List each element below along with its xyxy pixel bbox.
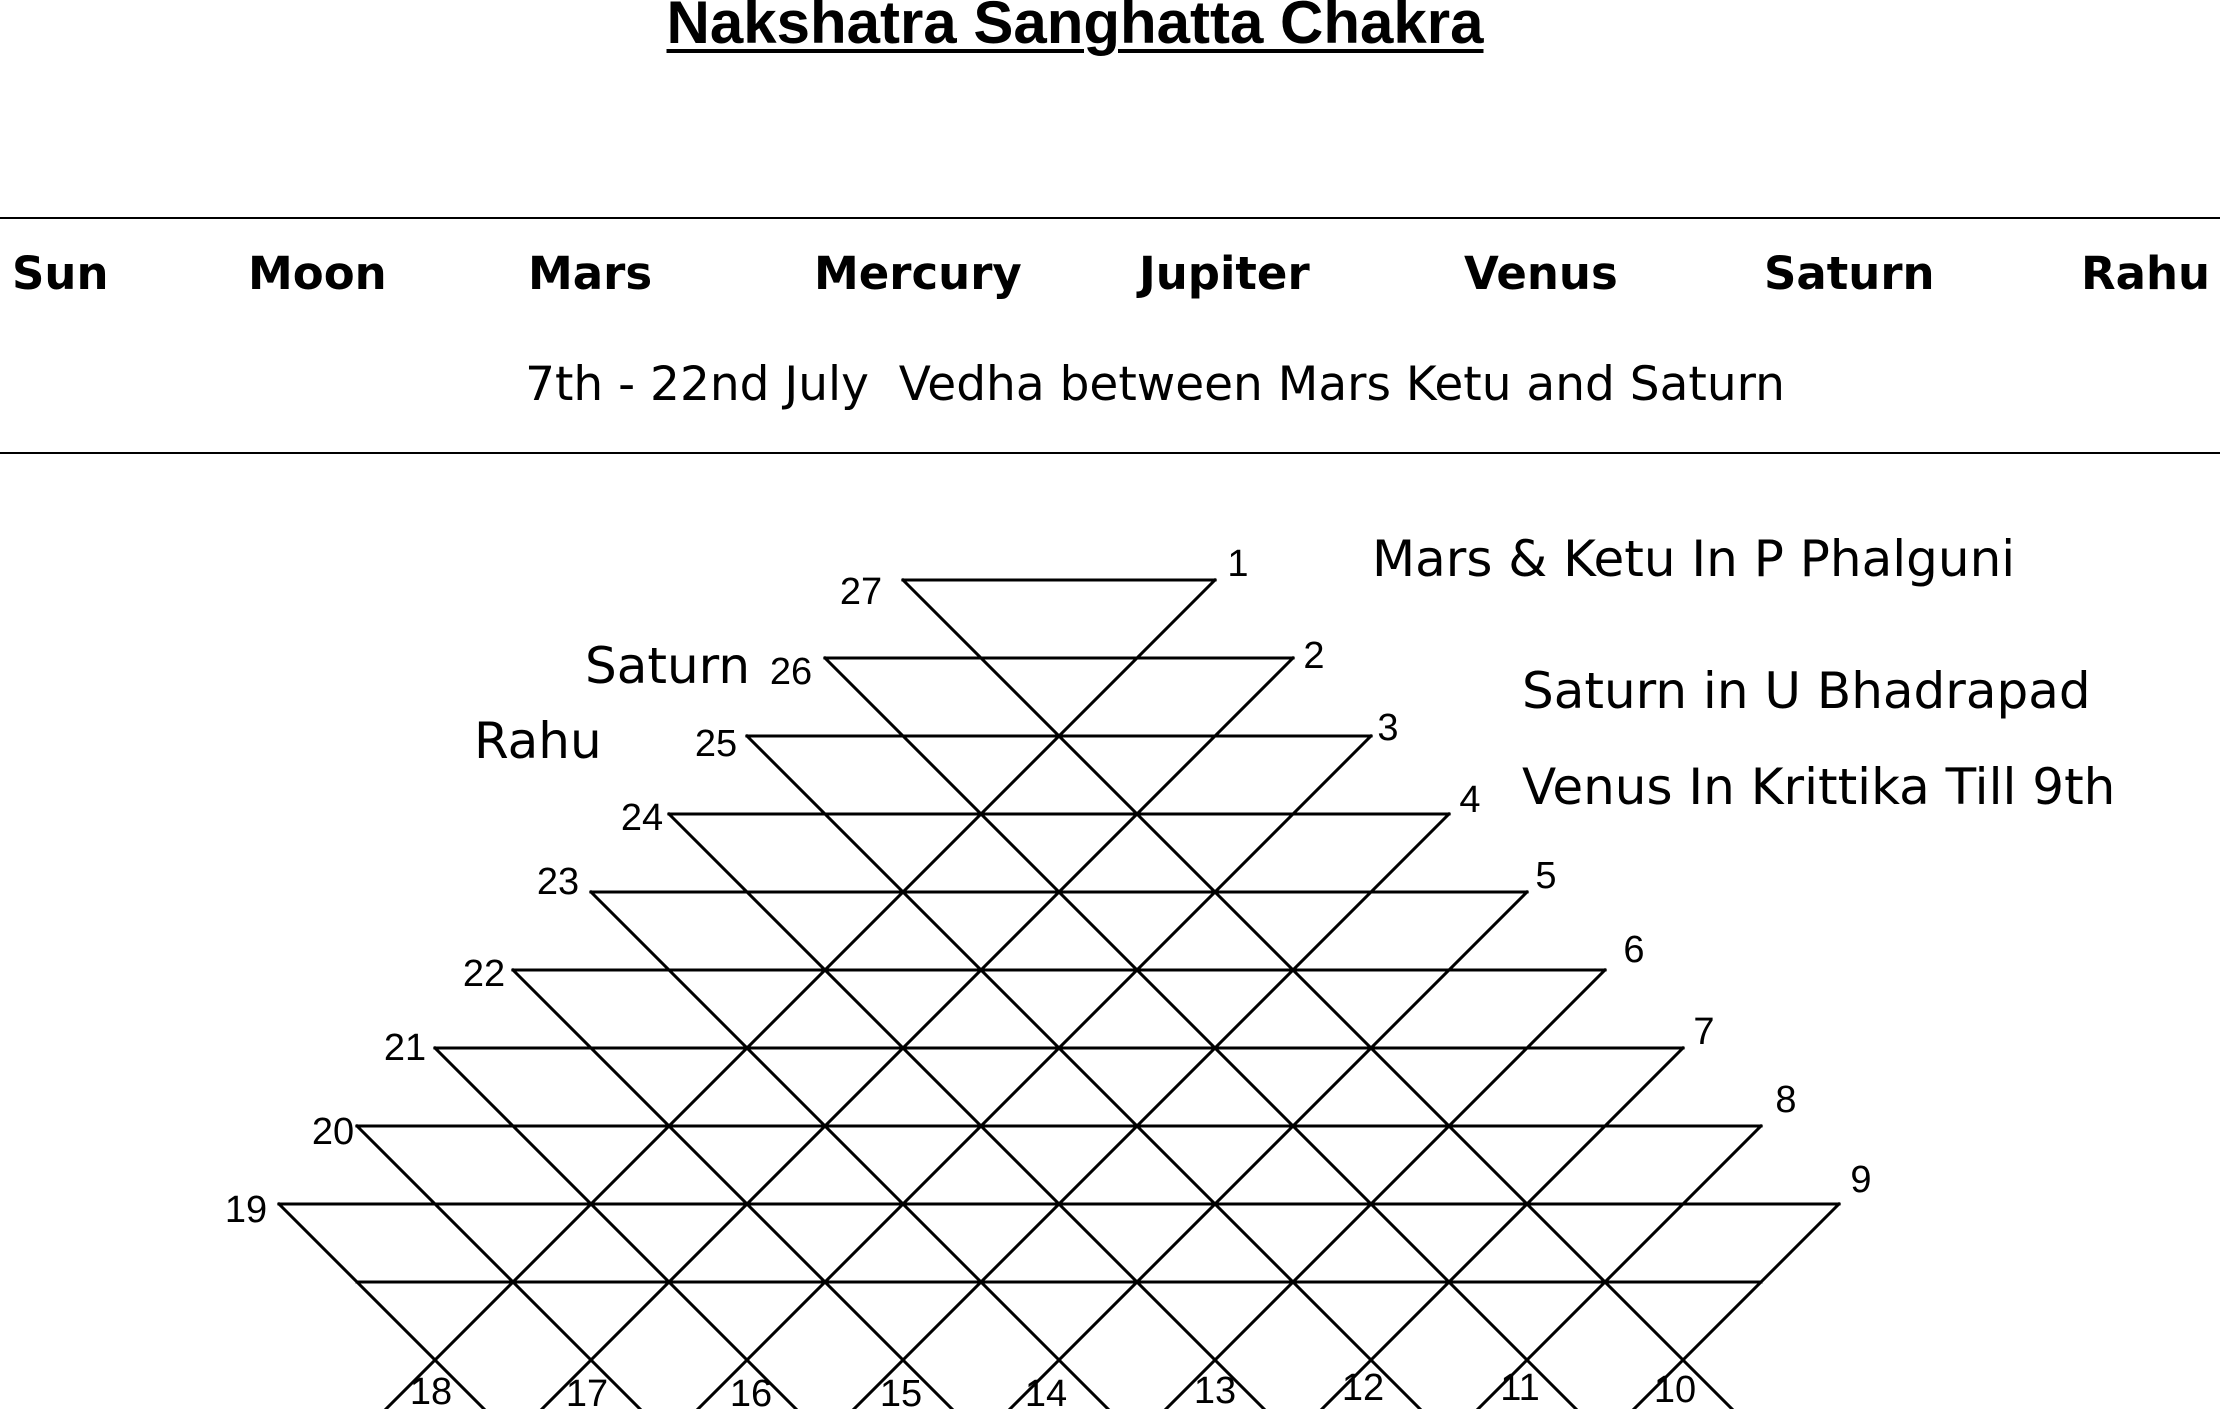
- nakshatra-number: 24: [620, 797, 664, 839]
- chakra-diagonal-line: [825, 658, 1605, 1409]
- planet-saturn: Saturn: [1764, 247, 1935, 300]
- note-saturn: Saturn in U Bhadrapad: [1522, 662, 2091, 720]
- nakshatra-number: 5: [1535, 855, 1557, 897]
- nakshatra-number: 22: [462, 953, 506, 995]
- chakra-diagonal-line: [825, 814, 1449, 1409]
- nakshatra-number: 20: [311, 1111, 355, 1153]
- nakshatra-number: 4: [1459, 779, 1481, 821]
- planet-rahu: Rahu: [2081, 247, 2211, 300]
- chakra-diagonal-line: [1605, 1204, 1839, 1409]
- planet-venus: Venus: [1464, 247, 1618, 300]
- label-rahu-left: Rahu: [474, 712, 602, 770]
- nakshatra-number: 1: [1227, 543, 1249, 585]
- note-mars-ketu: Mars & Ketu In P Phalguni: [1372, 530, 2016, 588]
- chakra-diagonal-line: [1293, 1048, 1683, 1409]
- chakra-diagonal-line: [435, 1048, 825, 1409]
- chakra-diagonal-line: [279, 1204, 513, 1409]
- nakshatra-number: 12: [1341, 1367, 1385, 1409]
- chakra-diagonal-line: [513, 658, 1293, 1409]
- chakra-diagonal-line: [513, 970, 981, 1409]
- planet-jupiter: Jupiter: [1139, 247, 1310, 300]
- planet-mercury: Mercury: [814, 247, 1022, 300]
- nakshatra-number: 21: [383, 1027, 427, 1069]
- vedha-subtitle: 7th - 22nd July Vedha between Mars Ketu and Saturn: [525, 357, 1785, 412]
- nakshatra-number: 6: [1623, 929, 1645, 971]
- nakshatra-number: 11: [1500, 1367, 1540, 1409]
- nakshatra-number: 14: [1024, 1373, 1068, 1409]
- nakshatra-number: 16: [729, 1373, 773, 1409]
- note-venus: Venus In Krittika Till 9th: [1522, 758, 2116, 816]
- nakshatra-number: 23: [536, 861, 580, 903]
- nakshatra-number: 10: [1653, 1369, 1697, 1409]
- chakra-diagonal-line: [357, 1126, 669, 1409]
- nakshatra-number: 13: [1193, 1370, 1237, 1409]
- nakshatra-number: 19: [224, 1189, 268, 1231]
- nakshatra-number: 18: [409, 1371, 453, 1409]
- planet-mars: Mars: [528, 247, 653, 300]
- nakshatra-number: 27: [839, 571, 883, 613]
- nakshatra-number: 7: [1693, 1011, 1715, 1053]
- nakshatra-number: 3: [1377, 707, 1399, 749]
- nakshatra-number: 17: [565, 1373, 609, 1409]
- label-saturn-left: Saturn: [585, 637, 751, 695]
- nakshatra-number: 26: [769, 651, 813, 693]
- nakshatra-number: 15: [879, 1373, 923, 1409]
- nakshatra-number: 2: [1303, 635, 1325, 677]
- nakshatra-number: 25: [694, 723, 738, 765]
- nakshatra-number: 8: [1775, 1079, 1797, 1121]
- chakra-diagonal-line: [1449, 1126, 1761, 1409]
- chakra-diagonal-line: [1137, 970, 1605, 1409]
- nakshatra-number: 9: [1850, 1159, 1872, 1201]
- planet-sun: Sun: [12, 247, 109, 300]
- chakra-diagonal-line: [669, 814, 1293, 1409]
- page-title: Nakshatra Sanghatta Chakra: [666, 0, 1484, 56]
- planet-moon: Moon: [248, 247, 387, 300]
